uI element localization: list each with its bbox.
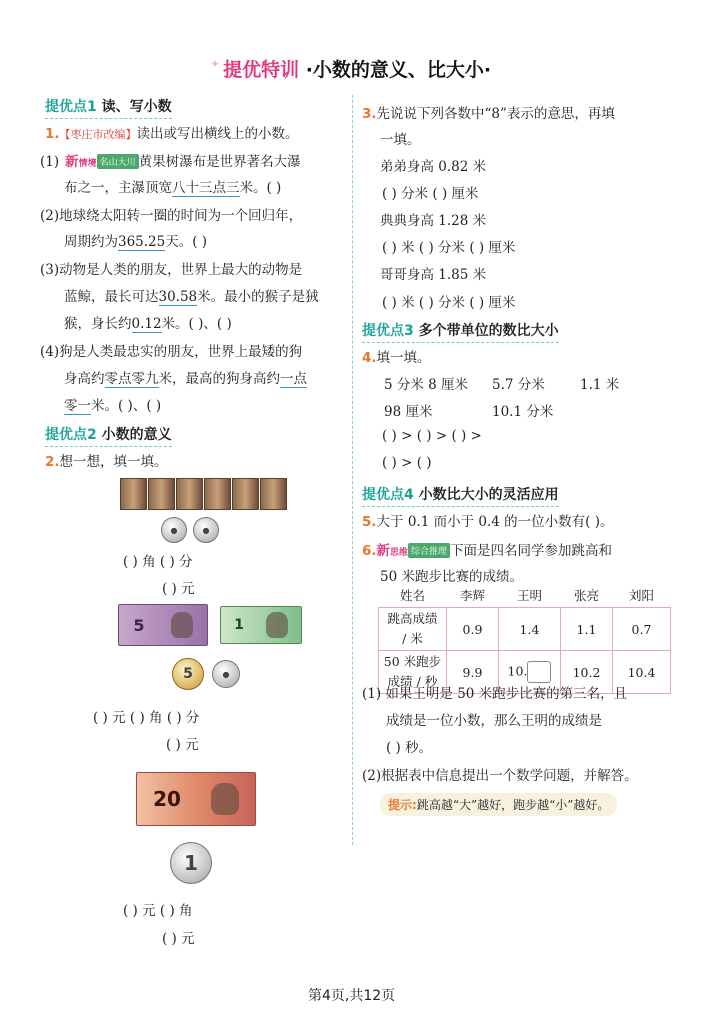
q6-line2: 50 米跑步比赛的成绩。 — [380, 569, 523, 585]
score-table — [378, 583, 671, 694]
table-row: 50 米跑步 成绩 / 秒 9.9 10. 10.2 10.4 — [379, 651, 671, 694]
q1-item2-line1: (2)地球绕太阳转一圈的时间为一个回归年， — [40, 208, 303, 224]
q2-stem: 2.想一想，填一填。 — [45, 454, 168, 470]
q6-sub1-line1: (1) 如果王明是 50 米跑步比赛的第三名，且 — [362, 686, 628, 702]
q3-line2: 一填。 — [380, 132, 421, 148]
q2-group2-blanks: ( ) 元 ( ) 角 ( ) 分 — [93, 710, 200, 726]
q2-group1-blanks: ( ) 角 ( ) 分 — [123, 554, 193, 570]
fen-coin-image: ● — [193, 517, 219, 543]
q1-item3-line3: 猴，身长约0.12米。( )、( ) — [64, 316, 232, 332]
q6-line1: 6.新思维 综合推理 下面是四名同学参加跳高和 — [362, 543, 613, 559]
q1-item2-line2: 周期约为365.25天。( ) — [64, 234, 208, 250]
table-header: 李辉 — [447, 583, 499, 608]
sparkle-icon: ✦ — [210, 57, 221, 71]
q2-group1-yuan: ( ) 元 — [162, 581, 195, 597]
q1-stem: 1.【枣庄市改编】读出或写出横线上的小数。 — [45, 126, 299, 142]
q1-item1-line1: (1) 新情境 名山大川 黄果树瀑布是世界著名大瀑 — [40, 154, 301, 170]
q1-item4-line2: 身高约零点零九米，最高的狗身高约一点 — [64, 371, 307, 387]
fen-coin-image: ● — [212, 660, 240, 688]
q1-item4-line3: 零一米。( )、( ) — [64, 398, 162, 414]
q3-row3-label: 哥哥身高 1.85 米 — [380, 267, 487, 283]
hint-box — [380, 793, 617, 816]
q4-value: 5 分米 8 厘米 — [384, 377, 469, 393]
five-jiao-coin-image: 5 — [172, 658, 204, 690]
q4-value: 98 厘米 — [384, 404, 433, 420]
q1-item4-line1: (4)狗是人类最忠实的朋友，世界上最矮的狗 — [40, 344, 303, 360]
fen-coin-image: ● — [161, 517, 187, 543]
table-header: 王明 — [499, 583, 561, 608]
table-header: 姓名 — [379, 583, 447, 608]
q4-blank-row1: ( ) > ( ) > ( ) > — [382, 428, 482, 444]
q3-row2-label: 典典身高 1.28 米 — [380, 213, 487, 229]
q4-blank-row2: ( ) > ( ) — [382, 455, 432, 471]
dime-notes-image — [120, 478, 287, 510]
q3-row1-label: 弟弟身高 0.82 米 — [380, 159, 487, 175]
q1-item3-line1: (3)动物是人类的朋友，世界上最大的动物是 — [40, 262, 303, 278]
table-row: 跳高成绩 / 米 0.9 1.4 1.1 0.7 — [379, 608, 671, 651]
page-title — [210, 55, 491, 82]
q2-group2-yuan: ( ) 元 — [166, 737, 199, 753]
q3-row1-blank: ( ) 分米 ( ) 厘米 — [382, 186, 479, 202]
point2-heading: 提优点2 小数的意义 — [45, 424, 172, 447]
q5: 5.大于 0.1 而小于 0.4 的一位小数有( )。 — [362, 514, 614, 530]
q1-item1-line2: 布之一，主瀑顶宽八十三点三米。( ) — [64, 180, 282, 196]
q2-group3-yuan: ( ) 元 — [162, 931, 195, 947]
point4-heading: 提优点4 小数比大小的灵活应用 — [362, 484, 559, 507]
q2-group3-blanks: ( ) 元 ( ) 角 — [123, 903, 193, 919]
section-label: 提优特训 — [223, 59, 300, 81]
twenty-yuan-note-image: 20 — [136, 772, 256, 826]
q3-row3-blank: ( ) 米 ( ) 分米 ( ) 厘米 — [382, 295, 516, 311]
q6-sub1-line3: ( ) 秒。 — [386, 740, 433, 756]
q6-sub1-line2: 成绩是一位小数，那么王明的成绩是 — [386, 713, 602, 729]
q4-value: 5.7 分米 — [492, 377, 545, 393]
q4-value: 10.1 分米 — [492, 404, 554, 420]
page-number: 第4页,共12页 — [308, 988, 396, 1004]
q3-line1: 3.先说说下列各数中“8”表示的意思，再填 — [362, 106, 615, 122]
table-header: 张亮 — [561, 583, 613, 608]
point1-heading: 提优点1 读、写小数 — [45, 96, 172, 119]
five-yuan-note-image: 5 — [118, 604, 208, 646]
q1-item3-line2: 蓝鲸，最长可达30.58米。最小的猴子是狨 — [64, 289, 319, 305]
hint-label: 提示: — [388, 798, 417, 812]
q4-stem: 4.填一填。 — [362, 350, 431, 366]
q4-value: 1.1 米 — [580, 377, 620, 393]
q6-sub2: (2)根据表中信息提出一个数学问题，并解答。 — [362, 768, 638, 784]
point3-heading: 提优点3 多个带单位的数比大小 — [362, 320, 559, 343]
one-yuan-note-image: 1 — [220, 606, 302, 644]
table-header: 刘阳 — [613, 583, 671, 608]
hint-text: 跳高越“大”越好，跑步越“小”越好。 — [416, 798, 610, 812]
column-divider — [352, 95, 353, 845]
answer-box[interactable] — [527, 661, 551, 683]
q3-row2-blank: ( ) 米 ( ) 分米 ( ) 厘米 — [382, 240, 516, 256]
topic-title: ·小数的意义、比大小· — [305, 59, 492, 81]
one-yuan-coin-image: 1 — [170, 842, 212, 884]
